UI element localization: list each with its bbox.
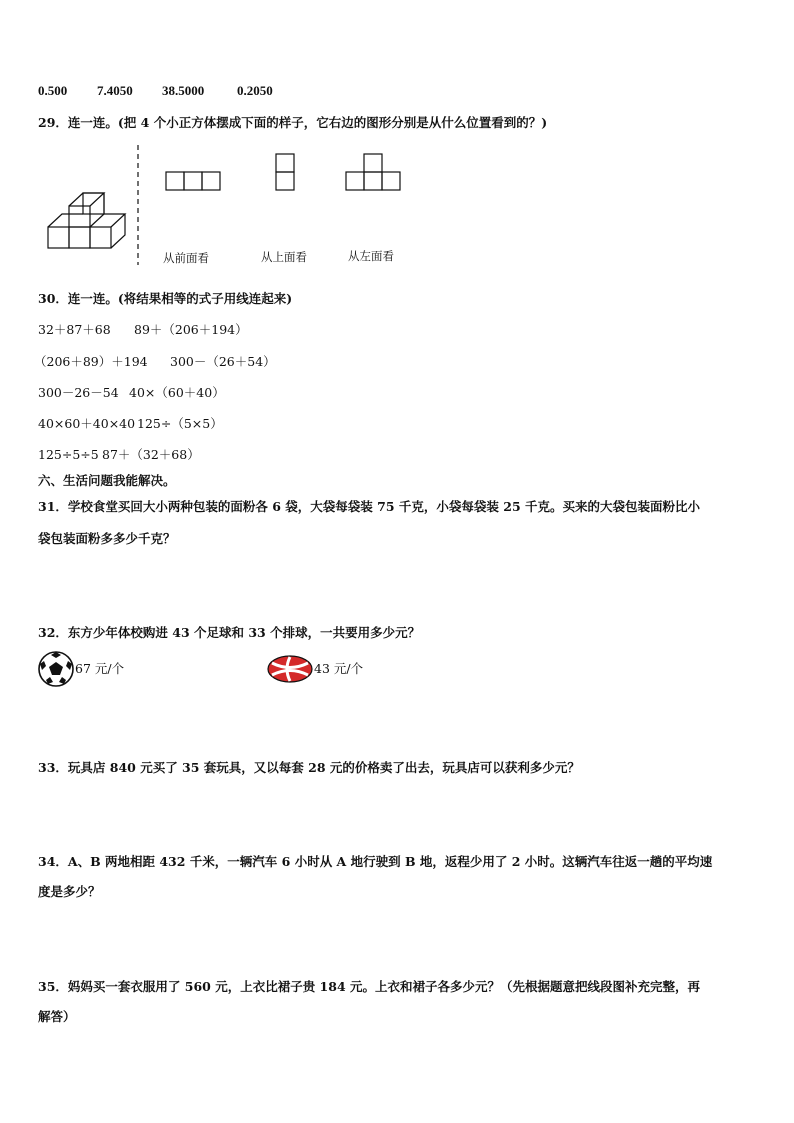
question-35-line-1: 35．妈妈买一套衣服用了 560 元，上衣比裙子贵 184 元。上衣和裙子各多少元？（先根据题意把线段图补充完整，再: [38, 979, 700, 994]
top-view-shape: [276, 154, 294, 190]
expr-right-2: 300－（26＋54）: [170, 354, 276, 369]
expr-right-1: 89＋（206＋194）: [134, 322, 248, 337]
expr-left-2: （206＋89）＋194: [34, 354, 148, 369]
number-0500: 0.500: [38, 83, 68, 98]
expr-right-3: 40×（60＋40）: [129, 385, 225, 400]
label-left-view: 从左面看: [348, 249, 394, 263]
question-35-line-2: 解答）: [38, 1009, 76, 1024]
expr-left-3: 300－26－54: [38, 385, 119, 400]
front-view-shape: [166, 172, 220, 190]
expr-left-5: 125÷5÷5: [38, 447, 99, 462]
soccer-ball-icon: [37, 650, 75, 688]
expr-left-1: 32＋87＋68: [38, 322, 111, 337]
number-02050: 0.2050: [237, 83, 273, 98]
expr-right-5: 87＋（32＋68）: [102, 447, 200, 462]
expr-right-4: 125÷（5×5）: [137, 416, 223, 431]
number-385000: 38.5000: [162, 83, 205, 98]
section-6-heading: 六、生活问题我能解决。: [38, 473, 176, 488]
question-31-line-1: 31．学校食堂买回大小两种包装的面粉各 6 袋，大袋每袋装 75 千克，小袋每袋装 25 千克。买来的大袋包装面粉比小: [38, 499, 700, 514]
number-74050: 7.4050: [97, 83, 133, 98]
question-32-title: 32．东方少年体校购进 43 个足球和 33 个排球，一共要用多少元？: [38, 625, 421, 640]
left-view-shape: [346, 154, 400, 190]
question-29-title: 29．连一连。(把 4 个小正方体摆成下面的样子，它右边的图形分别是从什么位置看到的？): [38, 115, 548, 130]
question-34-line-1: 34．A、B 两地相距 432 千米，一辆汽车 6 小时从 A 地行驶到 B 地，返程少用了 2 小时。这辆汽车往返一趟的平均速: [38, 854, 713, 869]
label-front-view: 从前面看: [163, 251, 209, 265]
question-33: 33．玩具店 840 元买了 35 套玩具，又以每套 28 元的价格卖了出去，玩具店可以获利多少元？: [38, 760, 580, 775]
question-34-line-2: 度是多少？: [38, 884, 101, 899]
volleyball-price: 43 元/个: [314, 661, 364, 676]
expr-left-4: 40×60＋40×40: [38, 416, 136, 431]
label-top-view: 从上面看: [261, 250, 307, 264]
volleyball-icon: [266, 654, 314, 684]
question-30-title: 30．连一连。(将结果相等的式子用线连起来): [38, 291, 293, 306]
cube-stack-drawing: [48, 193, 125, 248]
question-31-line-2: 袋包装面粉多多少千克？: [38, 531, 176, 546]
soccer-price: 67 元/个: [75, 661, 125, 676]
